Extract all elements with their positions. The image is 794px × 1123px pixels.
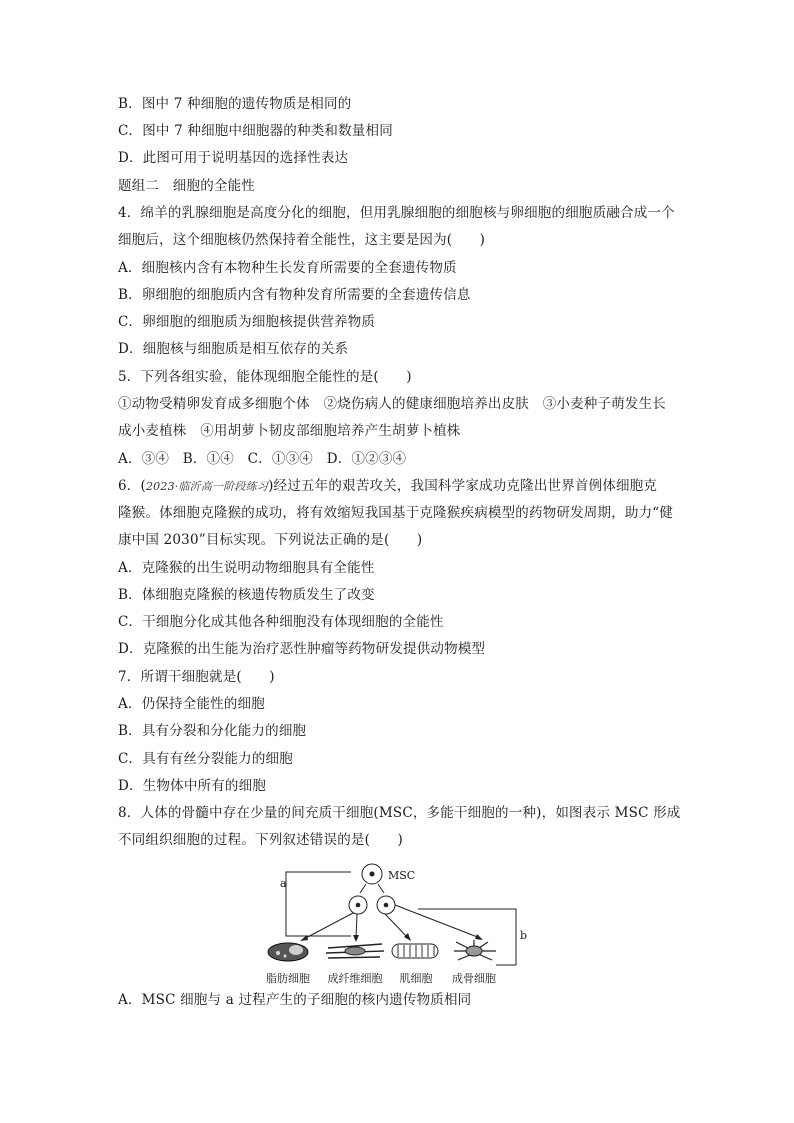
bone-cell-label: 成骨细胞 [452,972,496,985]
q7-option-c: C．具有有丝分裂能力的细胞 [118,751,293,767]
q6-option-a: A．克隆猴的出生说明动物细胞具有全能性 [118,560,375,576]
label-a: a [280,877,287,890]
q4-stem-line2: 细胞后，这个细胞核仍然保持着全能性，这主要是因为( ) [118,232,486,248]
q4-option-b: B．卵细胞的细胞质内含有物种发育所需要的全套遗传信息 [118,287,471,303]
q6-option-b: B．体细胞克隆猴的核遗传物质发生了改变 [118,587,375,603]
q7-option-d: D．生物体中所有的细胞 [118,778,267,794]
q4-option-a: A．细胞核内含有本物种生长发育所需要的全套遗传物质 [118,260,457,276]
label-b: b [520,929,528,942]
muscle-cell-icon [392,944,438,958]
msc-differentiation-diagram [258,862,534,988]
q6-citation: 2023·临沂高一阶段练习 [145,480,269,493]
q8-stem-line1: 8．人体的骨髓中存在少量的间充质干细胞(MSC，多能干细胞的一种)，如图表示 MSC 形成 [118,805,681,821]
q6-stem-line1 [118,476,657,497]
q6-stem-line3: 康中国 2030”目标实现。下列说法正确的是( ) [118,532,423,548]
q7-option-b: B．具有分裂和分化能力的细胞 [118,723,307,739]
q7-stem: 7．所谓干细胞就是( ) [118,669,275,685]
fat-cell-icon [268,943,308,961]
q6-option-d: D．克隆猴的出生能为治疗恶性肿瘤等药物研发提供动物模型 [118,641,486,657]
fibroblast-label: 成纤维细胞 [327,972,383,985]
q4-option-c: C．卵细胞的细胞质为细胞核提供营养物质 [118,314,376,330]
q8-option-a: A．MSC 细胞与 a 过程产生的子细胞的核内遗传物质相同 [118,992,472,1008]
muscle-cell-label: 肌细胞 [399,972,433,985]
q6-stem-rest: )经过五年的艰苦攻关，我国科学家成功克隆出世界首例体细胞克 [268,478,658,494]
q4-stem-line1: 4．绵羊的乳腺细胞是高度分化的细胞，但用乳腺细胞的细胞核与卵细胞的细胞质融合成一个 [118,205,675,221]
q3-option-c: C．图中 7 种细胞中细胞器的种类和数量相同 [118,123,393,139]
q6-option-c: C．干细胞分化成其他各种细胞没有体现细胞的全能性 [118,614,444,630]
q6-number: 6．( [118,478,146,494]
daughter-cell-right-icon [377,896,395,914]
q5-items-line1: ①动物受精卵发育成多细胞个体 ②烧伤病人的健康细胞培养出皮肤 ③小麦种子萌发生长 [118,396,666,412]
section-heading: 题组二 细胞的全能性 [118,178,255,194]
msc-cell-icon [362,864,382,884]
bracket-a [286,872,351,936]
daughter-cell-left-icon [349,896,367,914]
msc-label: MSC [388,869,416,882]
q5-items-line2: 成小麦植株 ④用胡萝卜韧皮部细胞培养产生胡萝卜植株 [118,423,461,439]
q5-options: A．③④ B．①④ C．①③④ D．①②③④ [118,451,407,467]
fat-cell-label: 脂肪细胞 [266,972,310,985]
q3-option-b: B．图中 7 种细胞的遗传物质是相同的 [118,96,352,112]
q6-stem-line2: 隆猴。体细胞克隆猴的成功，将有效缩短我国基于克隆猴疾病模型的药物研发周期，助力“健 [118,505,674,521]
q8-stem-line2: 不同组织细胞的过程。下列叙述错误的是( ) [118,832,403,848]
bone-cell-icon [454,940,496,960]
fibroblast-icon [326,944,384,958]
q7-option-a: A．仍保持全能性的细胞 [118,696,265,712]
q4-option-d: D．细胞核与细胞质是相互依存的关系 [118,341,349,357]
q5-stem: 5．下列各组实验，能体现细胞全能性的是( ) [118,369,412,385]
q3-option-d: D．此图可用于说明基因的选择性表达 [118,150,349,166]
